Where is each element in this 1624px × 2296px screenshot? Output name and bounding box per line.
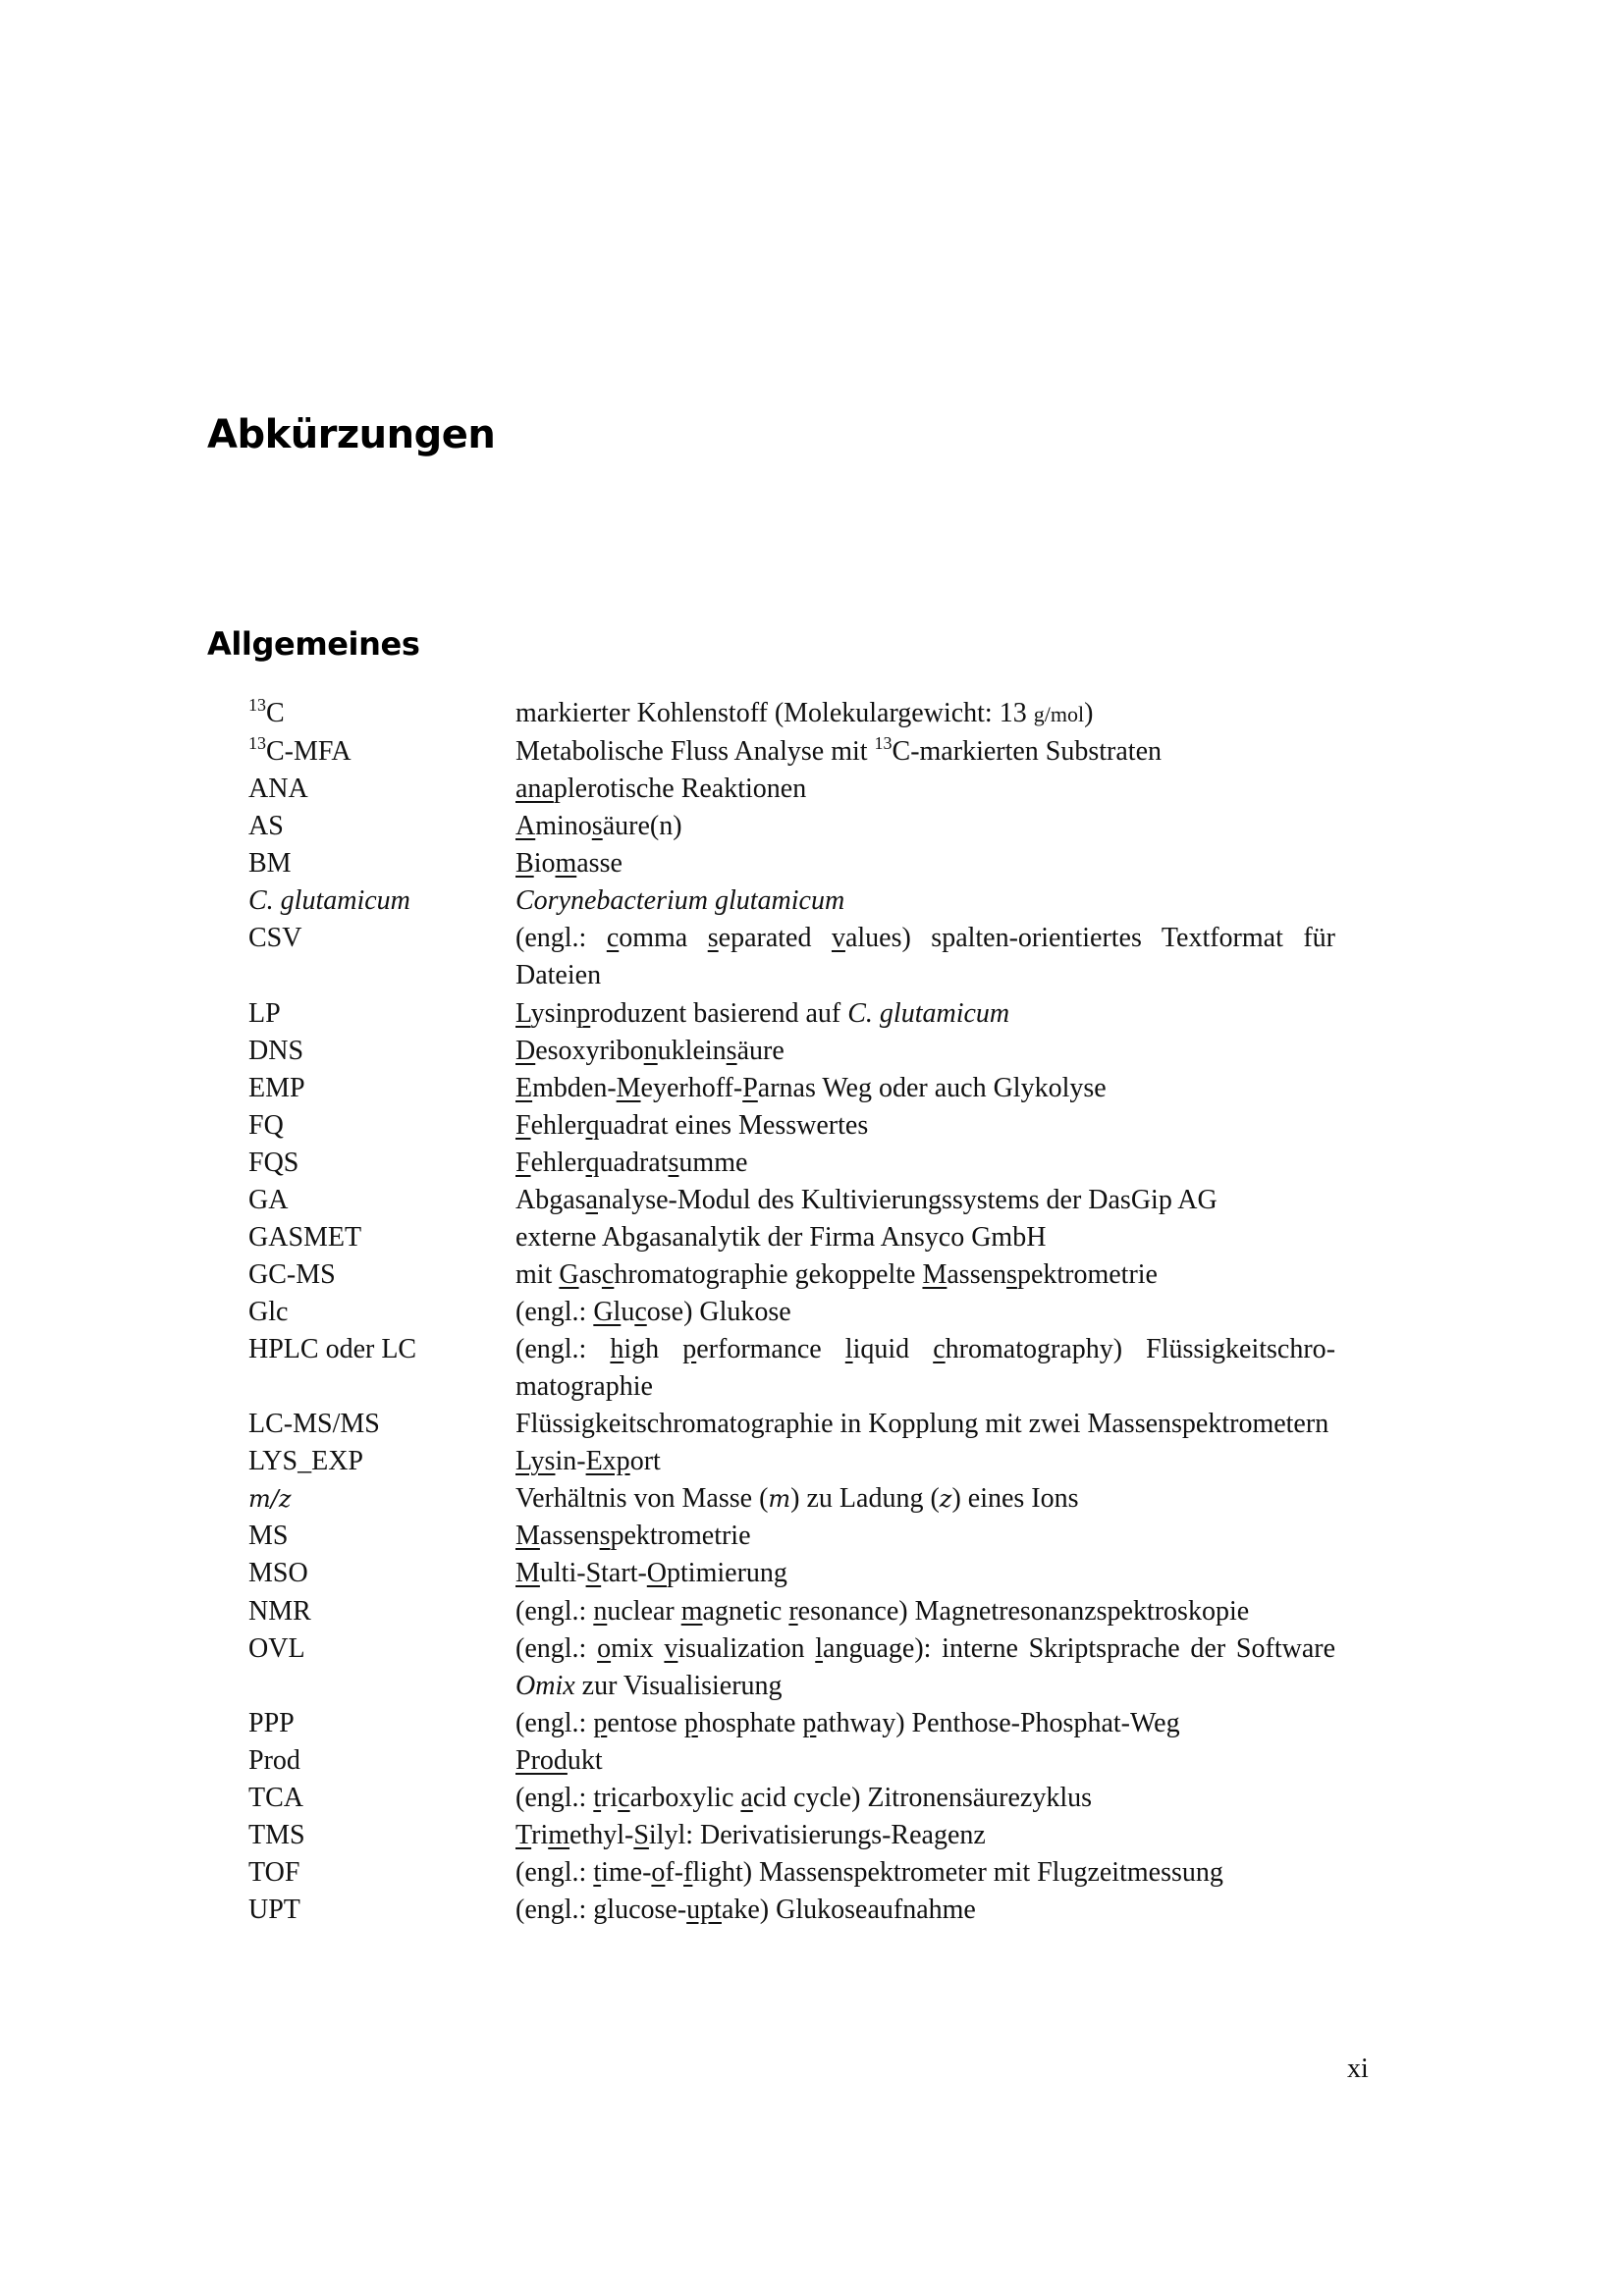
abbreviation-entry — [248, 1219, 1338, 1256]
text-segment: markierter Kohlenstoff (Molekulargewicht: 13 — [515, 698, 1034, 728]
text-segment: isualization — [677, 1632, 816, 1664]
abbreviation-entry — [248, 1443, 1338, 1480]
underlined-letters: A — [515, 811, 536, 842]
text-segment: Prod — [248, 1744, 300, 1776]
text-segment: hromatographie gekoppelte — [614, 1258, 923, 1290]
abbreviation-description — [515, 1406, 1335, 1443]
abbreviation-term — [248, 733, 515, 771]
underlined-letters: F — [515, 1109, 531, 1141]
abbreviation-term — [248, 1107, 515, 1145]
text-segment: (engl.: — [515, 1782, 594, 1813]
abbreviation-description — [515, 1331, 1335, 1406]
text-segment: pektrometrie — [1016, 1258, 1158, 1290]
underlined-letters: r — [788, 1595, 798, 1627]
abbreviation-term — [248, 1256, 515, 1294]
abbreviation-term — [248, 1518, 515, 1555]
abbreviation-description — [515, 1256, 1335, 1294]
text-segment: erformance — [696, 1334, 845, 1365]
text-segment: NMR — [248, 1595, 311, 1627]
text-segment: arboxylic — [629, 1782, 741, 1813]
text-segment: io — [533, 848, 556, 880]
abbreviation-entry — [248, 1742, 1338, 1780]
underlined-letters: v — [831, 923, 845, 954]
text-segment: (engl.: — [515, 923, 607, 954]
superscript: 13 — [248, 695, 266, 715]
abbreviation-description — [515, 920, 1335, 994]
text-segment: LP — [248, 997, 281, 1029]
underlined-letters: l — [844, 1334, 853, 1365]
text-segment: ) — [1084, 698, 1094, 728]
underlined-letters: s — [707, 923, 719, 954]
text-segment: äure — [736, 1035, 785, 1066]
underlined-letters: s — [668, 1147, 679, 1178]
underlined-letters: c — [634, 1297, 647, 1327]
text-segment: ose) Glukose — [646, 1297, 791, 1327]
underlined-letters: h — [610, 1334, 624, 1365]
abbreviation-term — [248, 771, 515, 808]
abbreviation-description — [515, 882, 1335, 920]
abbreviation-term — [248, 1630, 515, 1705]
abbreviation-description — [515, 1294, 1335, 1331]
abbreviation-description — [515, 1033, 1335, 1070]
underlined-letters: q — [585, 1147, 600, 1178]
text-segment: FQS — [248, 1147, 299, 1178]
text-segment: eparated — [718, 923, 832, 954]
page-title: Abkürzungen — [207, 412, 496, 457]
text-segment: in- — [555, 1446, 586, 1477]
underlined-letters: E — [515, 1072, 533, 1103]
text-segment: eyerhoff- — [640, 1072, 743, 1103]
underlined-letters: o — [597, 1632, 612, 1664]
text-segment: Omix — [515, 1670, 575, 1701]
text-segment: g/mol — [1033, 702, 1085, 726]
underlined-letters: Gl — [593, 1297, 622, 1327]
underlined-letters: m — [680, 1595, 703, 1627]
abbreviation-term — [248, 695, 515, 733]
underlined-letters: a — [585, 1184, 598, 1215]
text-segment: ) eines Ions — [951, 1483, 1079, 1515]
text-segment: GC-MS — [248, 1258, 336, 1290]
abbreviation-entry — [248, 1555, 1338, 1592]
underlined-letters: m — [555, 848, 577, 880]
text-segment: HPLC oder LC — [248, 1334, 417, 1365]
abbreviation-description — [515, 1593, 1335, 1630]
underlined-letters: c — [618, 1782, 630, 1813]
abbreviation-description — [515, 733, 1335, 771]
abbreviation-description — [515, 1892, 1335, 1929]
text-segment: alues) spalten-orientiertes Textformat für Dateien — [515, 923, 1335, 991]
abbreviation-entry — [248, 1780, 1338, 1817]
underlined-letters: p — [593, 1707, 608, 1738]
abbreviation-entry — [248, 1406, 1338, 1443]
text-segment: esoxyribo — [535, 1035, 644, 1066]
text-segment: arnas Weg oder auch Glykolyse — [757, 1072, 1107, 1103]
text-segment: BM — [248, 848, 292, 880]
underlined-letters: c — [933, 1334, 946, 1365]
abbreviation-entry — [248, 733, 1338, 771]
abbreviation-term — [248, 1219, 515, 1256]
text-segment: DNS — [248, 1035, 304, 1066]
underlined-letters: F — [515, 1147, 531, 1178]
text-segment: AS — [248, 811, 284, 842]
text-segment: uadrat eines Messwertes — [599, 1109, 869, 1141]
abbreviation-term — [248, 1742, 515, 1780]
text-segment: omma — [619, 923, 708, 954]
abbreviation-term — [248, 920, 515, 994]
underlined-letters: t — [593, 1856, 602, 1888]
underlined-letters: s — [591, 811, 603, 842]
math-symbol: m/z — [248, 1485, 292, 1514]
text-segment: mino — [535, 811, 592, 842]
underlined-letters: G — [559, 1258, 579, 1290]
text-segment: light) Massenspektrometer mit Flugzeitmessung — [692, 1856, 1223, 1888]
text-segment: ehler — [530, 1147, 586, 1178]
text-segment: C. glutamicum — [847, 997, 1010, 1029]
text-segment: ri — [601, 1782, 619, 1813]
text-segment: EMP — [248, 1072, 305, 1103]
text-segment: hromatography) Flüssigkeitschromatographie — [515, 1334, 1336, 1403]
text-segment: (engl.: — [515, 1297, 594, 1327]
text-segment: ysin — [530, 997, 577, 1029]
abbreviation-description — [515, 995, 1335, 1033]
text-segment: MSO — [248, 1558, 308, 1589]
abbreviation-term — [248, 1331, 515, 1406]
text-segment: Ab — [515, 1184, 550, 1215]
text-segment: iquid — [852, 1334, 934, 1365]
underlined-letters: m — [548, 1819, 570, 1850]
text-segment: MS — [248, 1521, 289, 1552]
text-segment: mbden- — [532, 1072, 617, 1103]
abbreviation-term — [248, 1406, 515, 1443]
underlined-letters: f — [683, 1856, 693, 1888]
text-segment: PPP — [248, 1707, 295, 1738]
text-segment: ri — [531, 1819, 549, 1850]
text-segment: UPT — [248, 1895, 300, 1925]
superscript: 13 — [248, 733, 266, 754]
abbreviation-entry — [248, 1892, 1338, 1929]
text-segment: OVL — [248, 1632, 305, 1664]
abbreviation-entry — [248, 1256, 1338, 1294]
text-segment: ethyl- — [569, 1819, 634, 1850]
text-segment: GASMET — [248, 1221, 362, 1253]
text-segment: Glc — [248, 1297, 289, 1327]
underlined-letters: Prod — [515, 1744, 568, 1776]
abbreviation-term — [248, 1780, 515, 1817]
text-segment: (engl.: — [515, 1856, 594, 1888]
underlined-letters: a — [740, 1782, 753, 1813]
text-segment: f- — [665, 1856, 684, 1888]
text-segment: entose — [607, 1707, 684, 1738]
abbreviation-term — [248, 1480, 515, 1518]
abbreviation-entry — [248, 1033, 1338, 1070]
text-segment: externe Abgasanalytik der Firma Ansyco GmbH — [515, 1221, 1047, 1253]
underlined-letters: M — [922, 1258, 947, 1290]
underlined-letters: D — [515, 1035, 536, 1066]
section-title: Allgemeines — [207, 625, 420, 663]
abbreviation-entry — [248, 1817, 1338, 1854]
abbreviation-term — [248, 845, 515, 882]
text-segment: ptimierung — [667, 1558, 787, 1589]
text-segment: hosphate — [697, 1707, 803, 1738]
abbreviation-entry — [248, 771, 1338, 808]
underlined-letters: s — [1006, 1258, 1017, 1290]
text-segment: zur Visualisierung — [574, 1670, 783, 1701]
abbreviation-description — [515, 1480, 1335, 1518]
abbreviation-description — [515, 1742, 1335, 1780]
text-segment: esonance) Magnetresonanzspektroskopie — [797, 1595, 1250, 1627]
page-number: xi — [1347, 2054, 1369, 2084]
underlined-letters: s — [599, 1521, 611, 1552]
text-segment: TMS — [248, 1819, 305, 1850]
underlined-letters: S — [633, 1819, 649, 1850]
abbreviation-entry — [248, 995, 1338, 1033]
text-segment: mit — [515, 1258, 560, 1290]
abbreviation-description — [515, 1145, 1335, 1182]
text-segment: anguage): interne Skriptsprache der Software — [823, 1632, 1335, 1664]
underlined-letters: ana — [515, 774, 554, 805]
text-segment: as — [563, 1184, 586, 1215]
abbreviation-description — [515, 1817, 1335, 1854]
underlined-letters: p — [682, 1334, 697, 1365]
abbreviation-term — [248, 808, 515, 845]
text-segment: (engl.: — [515, 1632, 598, 1664]
text-segment: C. glutamicum — [248, 885, 410, 917]
abbreviation-entry — [248, 1070, 1338, 1107]
math-symbol: z — [939, 1485, 952, 1514]
underlined-letters: g — [549, 1184, 564, 1215]
text-segment: igh — [623, 1334, 683, 1365]
abbreviation-entry — [248, 1294, 1338, 1331]
text-segment: umme — [678, 1147, 748, 1178]
abbreviation-entry — [248, 808, 1338, 845]
underlined-letters: Lys — [515, 1446, 556, 1477]
text-segment: assen — [947, 1258, 1007, 1290]
text-segment: ulti- — [539, 1558, 586, 1589]
underlined-letters: O — [646, 1558, 668, 1589]
text-segment: roduzent basierend auf — [590, 997, 848, 1029]
underlined-letters: n — [593, 1595, 608, 1627]
text-segment: C-markierten Substraten — [892, 736, 1163, 768]
abbreviation-description — [515, 695, 1335, 733]
text-segment: agnetic — [702, 1595, 789, 1627]
abbreviation-term — [248, 1145, 515, 1182]
abbreviation-entry — [248, 1518, 1338, 1555]
text-segment: ime- — [601, 1856, 652, 1888]
text-segment: ANA — [248, 774, 308, 805]
abbreviation-term — [248, 1854, 515, 1892]
abbreviation-description — [515, 771, 1335, 808]
text-segment: ilyl: Derivatisierungs-Reagenz — [648, 1819, 986, 1850]
text-segment: pektrometrie — [610, 1521, 751, 1552]
text-segment: plerotische Reaktionen — [553, 774, 807, 805]
abbreviation-description — [515, 1630, 1335, 1705]
text-segment: (engl.: — [515, 1595, 594, 1627]
math-symbol: m — [768, 1485, 791, 1514]
text-segment: GA — [248, 1184, 289, 1215]
abbreviation-term — [248, 1070, 515, 1107]
abbreviation-entry — [248, 1107, 1338, 1145]
text-segment: as — [578, 1258, 602, 1290]
text-segment: Verhältnis von Masse ( — [515, 1483, 769, 1515]
text-segment: Corynebacterium glutamicum — [515, 885, 845, 917]
text-segment: C — [266, 698, 285, 728]
text-segment: Metabolische Fluss Analyse mit — [515, 736, 875, 768]
abbreviation-term — [248, 1817, 515, 1854]
abbreviation-entry — [248, 1331, 1338, 1406]
text-segment: TCA — [248, 1782, 303, 1813]
underlined-letters: upt — [686, 1895, 722, 1925]
underlined-letters: o — [651, 1856, 666, 1888]
underlined-letters: S — [585, 1558, 602, 1589]
text-segment: uadrat — [599, 1147, 669, 1178]
abbreviation-entry — [248, 1705, 1338, 1742]
underlined-letters: l — [815, 1632, 824, 1664]
text-segment: ) zu Ladung ( — [790, 1483, 940, 1515]
abbreviation-entry — [248, 1854, 1338, 1892]
text-segment: LYS_EXP — [248, 1446, 363, 1477]
abbreviation-entry — [248, 920, 1338, 994]
abbreviation-description — [515, 1070, 1335, 1107]
abbreviation-entry — [248, 1182, 1338, 1219]
text-segment: C-MFA — [266, 736, 352, 768]
abbreviation-term — [248, 882, 515, 920]
superscript: 13 — [874, 733, 893, 754]
abbreviation-description — [515, 1555, 1335, 1592]
abbreviation-description — [515, 808, 1335, 845]
text-segment: u — [621, 1297, 635, 1327]
abbreviation-term — [248, 1033, 515, 1070]
text-segment: tart- — [601, 1558, 647, 1589]
abbreviation-term — [248, 1294, 515, 1331]
text-segment: assen — [539, 1521, 600, 1552]
text-segment: nalyse-Modul des Kultivierungssystems der DasGip AG — [598, 1184, 1218, 1215]
abbreviation-term — [248, 1593, 515, 1630]
underlined-letters: q — [585, 1109, 600, 1141]
abbreviation-entry — [248, 1480, 1338, 1518]
text-segment: (engl.: — [515, 1334, 611, 1365]
text-segment: Flüssigkeitschromatographie in Kopplung mit zwei Massenspektrometern — [515, 1409, 1329, 1440]
abbreviation-description — [515, 1518, 1335, 1555]
text-segment: äure(n) — [602, 811, 682, 842]
abbreviation-term — [248, 1892, 515, 1929]
underlined-letters: T — [515, 1819, 532, 1850]
text-segment: ukt — [567, 1744, 603, 1776]
abbreviation-description — [515, 1780, 1335, 1817]
abbreviation-list — [248, 695, 1338, 1929]
text-segment: TOF — [248, 1856, 300, 1888]
abbreviation-description — [515, 1443, 1335, 1480]
text-segment: cid cycle) Zitronensäurezyklus — [752, 1782, 1093, 1813]
underlined-letters: M — [515, 1521, 540, 1552]
abbreviation-term — [248, 995, 515, 1033]
underlined-letters: L — [515, 997, 531, 1029]
text-segment: CSV — [248, 923, 302, 954]
abbreviation-term — [248, 1182, 515, 1219]
abbreviation-entry — [248, 695, 1338, 733]
text-segment: athway) Penthose-Phosphat-Weg — [816, 1707, 1180, 1738]
underlined-letters: p — [802, 1707, 817, 1738]
underlined-letters: Exp — [585, 1446, 630, 1477]
text-segment: ehler — [530, 1109, 586, 1141]
underlined-letters: p — [683, 1707, 698, 1738]
underlined-letters: p — [576, 997, 591, 1029]
text-segment: (engl.: glucose- — [515, 1895, 687, 1925]
abbreviation-description — [515, 1705, 1335, 1742]
abbreviation-entry — [248, 1593, 1338, 1630]
underlined-letters: c — [606, 923, 620, 954]
underlined-letters: c — [601, 1258, 615, 1290]
abbreviation-term — [248, 1443, 515, 1480]
abbreviation-description — [515, 1107, 1335, 1145]
underlined-letters: v — [664, 1632, 678, 1664]
underlined-letters: t — [593, 1782, 602, 1813]
underlined-letters: P — [742, 1072, 758, 1103]
abbreviation-term — [248, 1705, 515, 1742]
abbreviation-description — [515, 845, 1335, 882]
abbreviation-description — [515, 1219, 1335, 1256]
text-segment: mix — [611, 1632, 665, 1664]
text-segment: LC-MS/MS — [248, 1409, 380, 1440]
underlined-letters: s — [726, 1035, 737, 1066]
text-segment: asse — [576, 848, 623, 880]
text-segment: uklein — [657, 1035, 727, 1066]
underlined-letters: M — [616, 1072, 641, 1103]
abbreviation-entry — [248, 1630, 1338, 1705]
underlined-letters: B — [515, 848, 534, 880]
text-segment: (engl.: — [515, 1707, 594, 1738]
underlined-letters: n — [643, 1035, 658, 1066]
text-segment: ort — [629, 1446, 661, 1477]
abbreviation-description — [515, 1854, 1335, 1892]
abbreviation-term — [248, 1555, 515, 1592]
abbreviation-description — [515, 1182, 1335, 1219]
abbreviation-entry — [248, 1145, 1338, 1182]
text-segment: FQ — [248, 1109, 284, 1141]
text-segment: uclear — [607, 1595, 681, 1627]
text-segment: ake) Glukoseaufnahme — [721, 1895, 976, 1925]
abbreviation-entry — [248, 845, 1338, 882]
underlined-letters: M — [515, 1558, 540, 1589]
abbreviation-entry — [248, 882, 1338, 920]
